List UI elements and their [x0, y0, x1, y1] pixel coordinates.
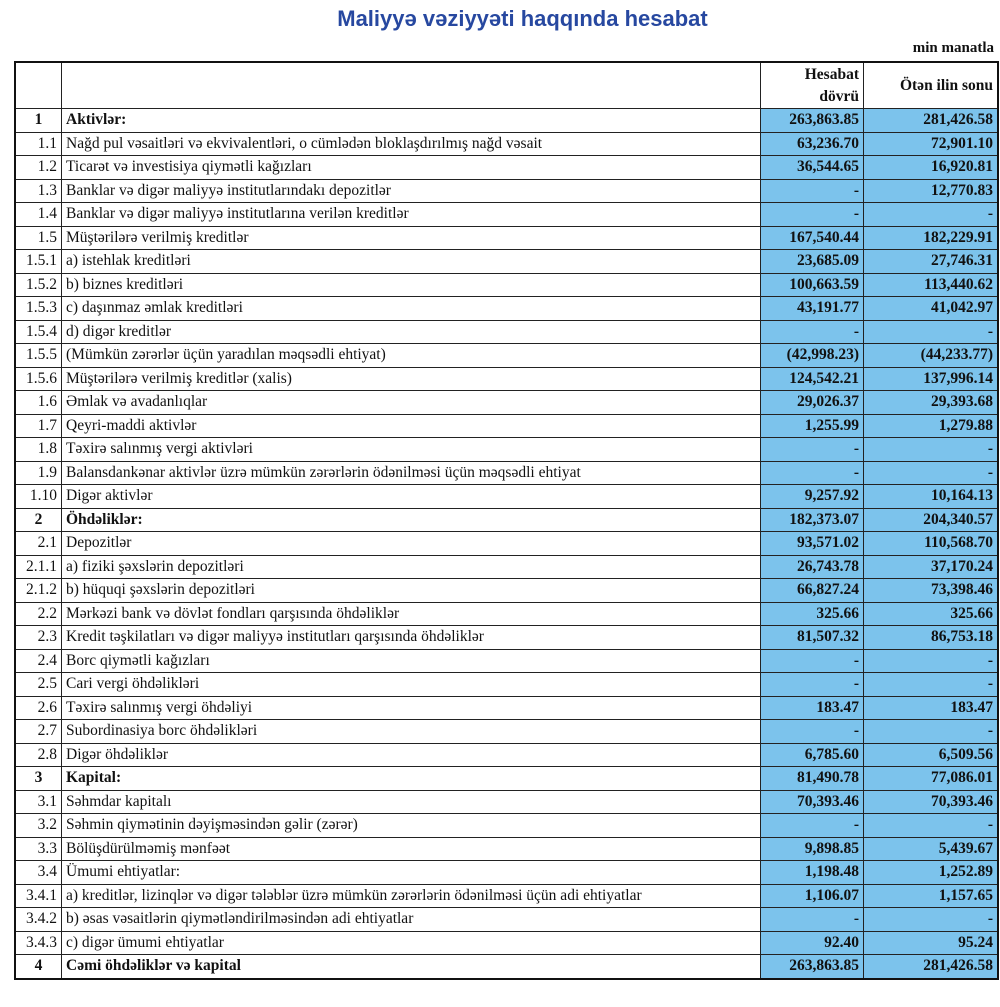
table-row — [15, 579, 998, 603]
page-title: Maliyyə vəziyyəti haqqında hesabat — [337, 6, 708, 31]
current-period-value: 182,373.07 — [761, 508, 864, 532]
row-number: 1.1 — [15, 132, 62, 156]
prior-year-value: - — [864, 649, 999, 673]
current-period-value: - — [761, 814, 864, 838]
row-label: Təxirə salınmış vergi öhdəliyi — [62, 696, 761, 720]
current-period-value: 66,827.24 — [761, 579, 864, 603]
prior-year-value: - — [864, 720, 999, 744]
prior-year-value: 37,170.24 — [864, 555, 999, 579]
row-number: 3.4 — [15, 861, 62, 885]
prior-year-value: 182,229.91 — [864, 226, 999, 250]
balance-sheet-table — [14, 61, 999, 980]
current-period-value: 183.47 — [761, 696, 864, 720]
prior-year-value: (44,233.77) — [864, 344, 999, 368]
table-row — [15, 156, 998, 180]
table-row — [15, 626, 998, 650]
prior-year-value: 86,753.18 — [864, 626, 999, 650]
table-row — [15, 508, 998, 532]
prior-year-value: 204,340.57 — [864, 508, 999, 532]
table-row — [15, 837, 998, 861]
row-number: 4 — [15, 955, 62, 979]
prior-year-value: - — [864, 673, 999, 697]
table-row — [15, 391, 998, 415]
table-row — [15, 109, 998, 133]
row-label: b) biznes kreditləri — [62, 273, 761, 297]
table-row — [15, 884, 998, 908]
row-number: 1.6 — [15, 391, 62, 415]
row-label: Bölüşdürülməmiş mənfəət — [62, 837, 761, 861]
row-number: 1.9 — [15, 461, 62, 485]
row-label: Ümumi ehtiyatlar: — [62, 861, 761, 885]
row-number: 1.4 — [15, 203, 62, 227]
current-period-value: 100,663.59 — [761, 273, 864, 297]
current-period-value: - — [761, 438, 864, 462]
row-label: Səhmin qiymətinin dəyişməsindən gəlir (zərər) — [62, 814, 761, 838]
row-label: Digər öhdəliklər — [62, 743, 761, 767]
row-label: Kapital: — [62, 767, 761, 791]
row-label: a) kreditlər, lizinqlər və digər tələblər üzrə mümkün zərərlərin ödənilməsi üçün adi ehtiyatlar — [62, 884, 761, 908]
current-period-value: 167,540.44 — [761, 226, 864, 250]
current-period-value: - — [761, 908, 864, 932]
table-row — [15, 485, 998, 509]
row-number: 1.5.4 — [15, 320, 62, 344]
row-number: 1.5.1 — [15, 250, 62, 274]
prior-year-value: - — [864, 461, 999, 485]
row-label: c) daşınmaz əmlak kreditləri — [62, 297, 761, 321]
row-label: Səhmdar kapitalı — [62, 790, 761, 814]
unit-label: min manatla — [912, 40, 994, 56]
prior-year-value: 113,440.62 — [864, 273, 999, 297]
table-row — [15, 132, 998, 156]
row-label: Öhdəliklər: — [62, 508, 761, 532]
row-number: 1.5.5 — [15, 344, 62, 368]
row-number: 2 — [15, 508, 62, 532]
table-row — [15, 931, 998, 955]
current-period-value: 9,257.92 — [761, 485, 864, 509]
header-prior-year-end: Ötən ilin sonu — [864, 62, 999, 109]
prior-year-value: 72,901.10 — [864, 132, 999, 156]
current-period-value: 9,898.85 — [761, 837, 864, 861]
prior-year-value: 77,086.01 — [864, 767, 999, 791]
row-number: 1.7 — [15, 414, 62, 438]
row-number: 1.8 — [15, 438, 62, 462]
row-number: 1.3 — [15, 179, 62, 203]
prior-year-value: 1,252.89 — [864, 861, 999, 885]
row-number: 1.5.6 — [15, 367, 62, 391]
row-label: Cəmi öhdəliklər və kapital — [62, 955, 761, 979]
prior-year-value: 137,996.14 — [864, 367, 999, 391]
row-number: 2.1.2 — [15, 579, 62, 603]
table-row — [15, 720, 998, 744]
prior-year-value: 281,426.58 — [864, 955, 999, 979]
row-label: Ticarət və investisiya qiymətli kağızları — [62, 156, 761, 180]
current-period-value: 263,863.85 — [761, 955, 864, 979]
prior-year-value: 110,568.70 — [864, 532, 999, 556]
row-label: Nağd pul vəsaitləri və ekvivalentləri, o cümlədən bloklaşdırılmış nağd vəsait — [62, 132, 761, 156]
row-number: 3.4.1 — [15, 884, 62, 908]
current-period-value: 92.40 — [761, 931, 864, 955]
current-period-value: - — [761, 673, 864, 697]
row-label: Qeyri-maddi aktivlər — [62, 414, 761, 438]
row-label: a) istehlak kreditləri — [62, 250, 761, 274]
table-row — [15, 273, 998, 297]
row-label: (Mümkün zərərlər üçün yaradılan məqsədli ehtiyat) — [62, 344, 761, 368]
table-row — [15, 414, 998, 438]
table-row — [15, 908, 998, 932]
table-row — [15, 767, 998, 791]
prior-year-value: - — [864, 908, 999, 932]
row-number: 3.4.3 — [15, 931, 62, 955]
row-number: 2.1 — [15, 532, 62, 556]
row-number: 3.3 — [15, 837, 62, 861]
row-number: 2.3 — [15, 626, 62, 650]
row-label: a) fiziki şəxslərin depozitləri — [62, 555, 761, 579]
table-row — [15, 555, 998, 579]
table-row — [15, 461, 998, 485]
row-number: 2.5 — [15, 673, 62, 697]
current-period-value: 1,198.48 — [761, 861, 864, 885]
prior-year-value: 183.47 — [864, 696, 999, 720]
row-number: 3 — [15, 767, 62, 791]
header-label — [62, 62, 761, 109]
row-label: Subordinasiya borc öhdəlikləri — [62, 720, 761, 744]
prior-year-value: 16,920.81 — [864, 156, 999, 180]
table-row — [15, 814, 998, 838]
row-label: Təxirə salınmış vergi aktivləri — [62, 438, 761, 462]
row-number: 1.5.3 — [15, 297, 62, 321]
table-row — [15, 438, 998, 462]
prior-year-value: 73,398.46 — [864, 579, 999, 603]
table-row — [15, 955, 998, 979]
table-row — [15, 790, 998, 814]
prior-year-value: - — [864, 438, 999, 462]
current-period-value: 1,255.99 — [761, 414, 864, 438]
table-row — [15, 649, 998, 673]
row-number: 3.4.2 — [15, 908, 62, 932]
table-row — [15, 226, 998, 250]
current-period-value: - — [761, 179, 864, 203]
current-period-value: 124,542.21 — [761, 367, 864, 391]
row-label: Banklar və digər maliyyə institutlarına verilən kreditlər — [62, 203, 761, 227]
current-period-value: 63,236.70 — [761, 132, 864, 156]
row-number: 2.7 — [15, 720, 62, 744]
table-row — [15, 344, 998, 368]
prior-year-value: 5,439.67 — [864, 837, 999, 861]
row-number: 1 — [15, 109, 62, 133]
current-period-value: 26,743.78 — [761, 555, 864, 579]
row-number: 1.5 — [15, 226, 62, 250]
table-row — [15, 179, 998, 203]
row-number: 2.8 — [15, 743, 62, 767]
current-period-value: 93,571.02 — [761, 532, 864, 556]
prior-year-value: - — [864, 203, 999, 227]
current-period-value: 325.66 — [761, 602, 864, 626]
current-period-value: 263,863.85 — [761, 109, 864, 133]
row-label: Cari vergi öhdəlikləri — [62, 673, 761, 697]
row-label: b) əsas vəsaitlərin qiymətləndirilməsindən adi ehtiyatlar — [62, 908, 761, 932]
table-row — [15, 250, 998, 274]
prior-year-value: 325.66 — [864, 602, 999, 626]
row-number: 2.2 — [15, 602, 62, 626]
table-row — [15, 861, 998, 885]
header-current-period: Hesabat dövrü — [761, 62, 864, 109]
prior-year-value: - — [864, 814, 999, 838]
row-number: 3.1 — [15, 790, 62, 814]
row-label: Digər aktivlər — [62, 485, 761, 509]
table-row — [15, 673, 998, 697]
row-label: Depozitlər — [62, 532, 761, 556]
table-row — [15, 602, 998, 626]
prior-year-value: 12,770.83 — [864, 179, 999, 203]
row-label: Müştərilərə verilmiş kreditlər — [62, 226, 761, 250]
current-period-value: 6,785.60 — [761, 743, 864, 767]
row-label: Müştərilərə verilmiş kreditlər (xalis) — [62, 367, 761, 391]
row-label: Kredit təşkilatları və digər maliyyə institutları qarşısında öhdəliklər — [62, 626, 761, 650]
prior-year-value: 27,746.31 — [864, 250, 999, 274]
current-period-value: 81,507.32 — [761, 626, 864, 650]
table-row — [15, 532, 998, 556]
prior-year-value: 10,164.13 — [864, 485, 999, 509]
table-row — [15, 696, 998, 720]
row-label: Borc qiymətli kağızları — [62, 649, 761, 673]
table-header — [15, 62, 998, 109]
table-row — [15, 297, 998, 321]
row-label: Mərkəzi bank və dövlət fondları qarşısında öhdəliklər — [62, 602, 761, 626]
prior-year-value: 29,393.68 — [864, 391, 999, 415]
prior-year-value: 6,509.56 — [864, 743, 999, 767]
prior-year-value: - — [864, 320, 999, 344]
row-label: b) hüquqi şəxslərin depozitləri — [62, 579, 761, 603]
current-period-value: 29,026.37 — [761, 391, 864, 415]
row-label: d) digər kreditlər — [62, 320, 761, 344]
prior-year-value: 41,042.97 — [864, 297, 999, 321]
current-period-value: 1,106.07 — [761, 884, 864, 908]
row-label: c) digər ümumi ehtiyatlar — [62, 931, 761, 955]
current-period-value: - — [761, 320, 864, 344]
row-number: 2.1.1 — [15, 555, 62, 579]
prior-year-value: 95.24 — [864, 931, 999, 955]
current-period-value: 23,685.09 — [761, 250, 864, 274]
current-period-value: 43,191.77 — [761, 297, 864, 321]
current-period-value: - — [761, 720, 864, 744]
row-label: Əmlak və avadanlıqlar — [62, 391, 761, 415]
table-row — [15, 743, 998, 767]
table-row — [15, 203, 998, 227]
row-label: Balansdankənar aktivlər üzrə mümkün zərərlərin ödənilməsi üçün məqsədli ehtiyat — [62, 461, 761, 485]
current-period-value: - — [761, 649, 864, 673]
current-period-value: - — [761, 203, 864, 227]
row-number: 1.5.2 — [15, 273, 62, 297]
prior-year-value: 70,393.46 — [864, 790, 999, 814]
prior-year-value: 1,157.65 — [864, 884, 999, 908]
row-number: 1.2 — [15, 156, 62, 180]
current-period-value: - — [761, 461, 864, 485]
row-number: 1.10 — [15, 485, 62, 509]
current-period-value: 36,544.65 — [761, 156, 864, 180]
prior-year-value: 281,426.58 — [864, 109, 999, 133]
header-number — [15, 62, 62, 109]
prior-year-value: 1,279.88 — [864, 414, 999, 438]
row-label: Banklar və digər maliyyə institutlarındakı depozitlər — [62, 179, 761, 203]
table-row — [15, 320, 998, 344]
current-period-value: 70,393.46 — [761, 790, 864, 814]
current-period-value: 81,490.78 — [761, 767, 864, 791]
current-period-value: (42,998.23) — [761, 344, 864, 368]
row-label: Aktivlər: — [62, 109, 761, 133]
row-number: 3.2 — [15, 814, 62, 838]
table-row — [15, 367, 998, 391]
row-number: 2.4 — [15, 649, 62, 673]
row-number: 2.6 — [15, 696, 62, 720]
